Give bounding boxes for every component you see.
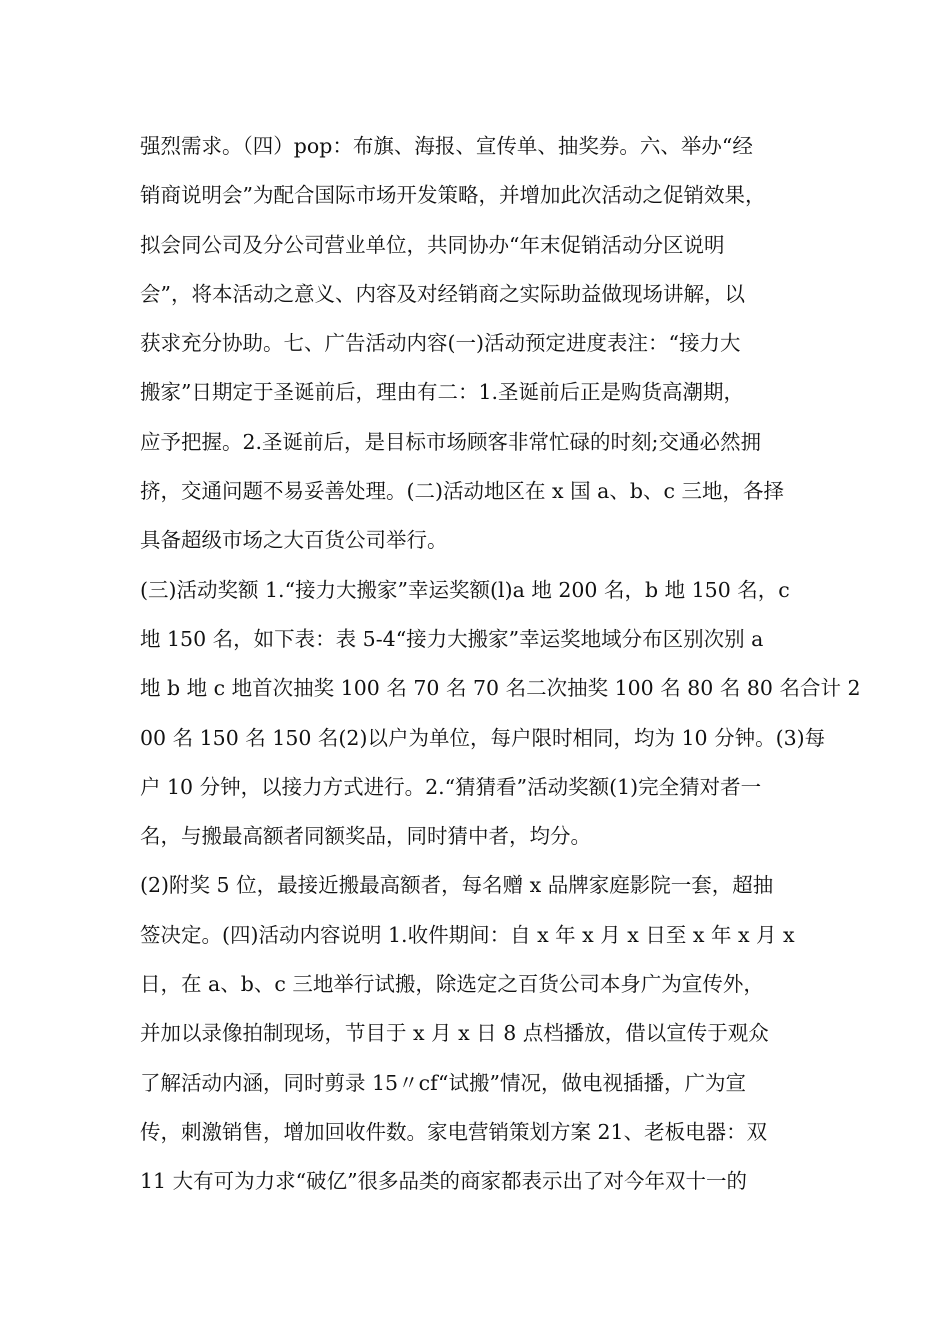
text-line-14: 户 10 分钟，以接力方式进行。2.“猜猜看”活动奖额(1)完全猜对者一 (140, 774, 762, 799)
text-line-12: 地 b 地 c 地首次抽奖 100 名 70 名 70 名二次抽奖 100 名 80 名 80 名合计 2 (140, 676, 861, 701)
text-line-1: 强烈需求。（四）pop：布旗、海报、宣传单、抽奖券。六、举办“经 (140, 134, 753, 158)
text-line-9: 具备超级市场之大百货公司举行。 (140, 528, 448, 553)
text-line-10: (三)活动奖额 1.“接力大搬家”幸运奖额(l)a 地 200 名，b 地 150 名，c (140, 577, 790, 602)
text-line-20: 了解活动内涵，同时剪录 15〃cf“试搬”情况，做电视插播，广为宣 (140, 1070, 747, 1095)
text-line-22: 11 大有可为力求“破亿”很多品类的商家都表示出了对今年双十一的 (140, 1169, 748, 1194)
text-line-4: 会”，将本活动之意义、内容及对经销商之实际助益做现场讲解，以 (140, 281, 745, 306)
text-line-16: (2)附奖 5 位，最接近搬最高额者，每名赠 x 品牌家庭影院一套，超抽 (140, 873, 774, 898)
text-line-15: 名，与搬最高额者同额奖品，同时猜中者，均分。 (140, 824, 591, 849)
text-line-6: 搬家”日期定于圣诞前后，理由有二：1.圣诞前后正是购货高潮期， (140, 380, 745, 405)
text-line-19: 并加以录像拍制现场，节目于 x 月 x 日 8 点档播放，借以宣传于观众 (140, 1021, 769, 1046)
text-line-13: 00 名 150 名 150 名(2)以户为单位，每户限时相同，均为 10 分钟。(3)每 (140, 725, 826, 750)
text-line-18: 日，在 a、b、c 三地举行试搬，除选定之百货公司本身广为宣传外， (140, 972, 764, 997)
text-line-8: 挤，交通问题不易妥善处理。(二)活动地区在 x 国 a、b、c 三地，各择 (140, 479, 784, 504)
text-line-3: 拟会同公司及分公司营业单位，共同协办“年末促销活动分区说明 (140, 232, 725, 257)
document-body (140, 122, 861, 1207)
text-line-5: 获求充分协助。七、广告活动内容(一)活动预定进度表注：“接力大 (140, 331, 741, 356)
text-line-11: 地 150 名，如下表：表 5-4“接力大搬家”幸运奖地域分布区别次别 a (140, 626, 764, 651)
text-line-2: 销商说明会”为配合国际市场开发策略，并增加此次活动之促销效果， (140, 183, 766, 208)
text-line-21: 传，刺激销售，增加回收件数。家电营销策划方案 21、老板电器：双 (140, 1119, 768, 1144)
text-line-7: 应予把握。2.圣诞前后，是目标市场顾客非常忙碌的时刻;交通必然拥 (140, 429, 761, 454)
text-line-17: 签决定。(四)活动内容说明 1.收件期间：自 x 年 x 月 x 日至 x 年 x 月 x (140, 922, 795, 947)
